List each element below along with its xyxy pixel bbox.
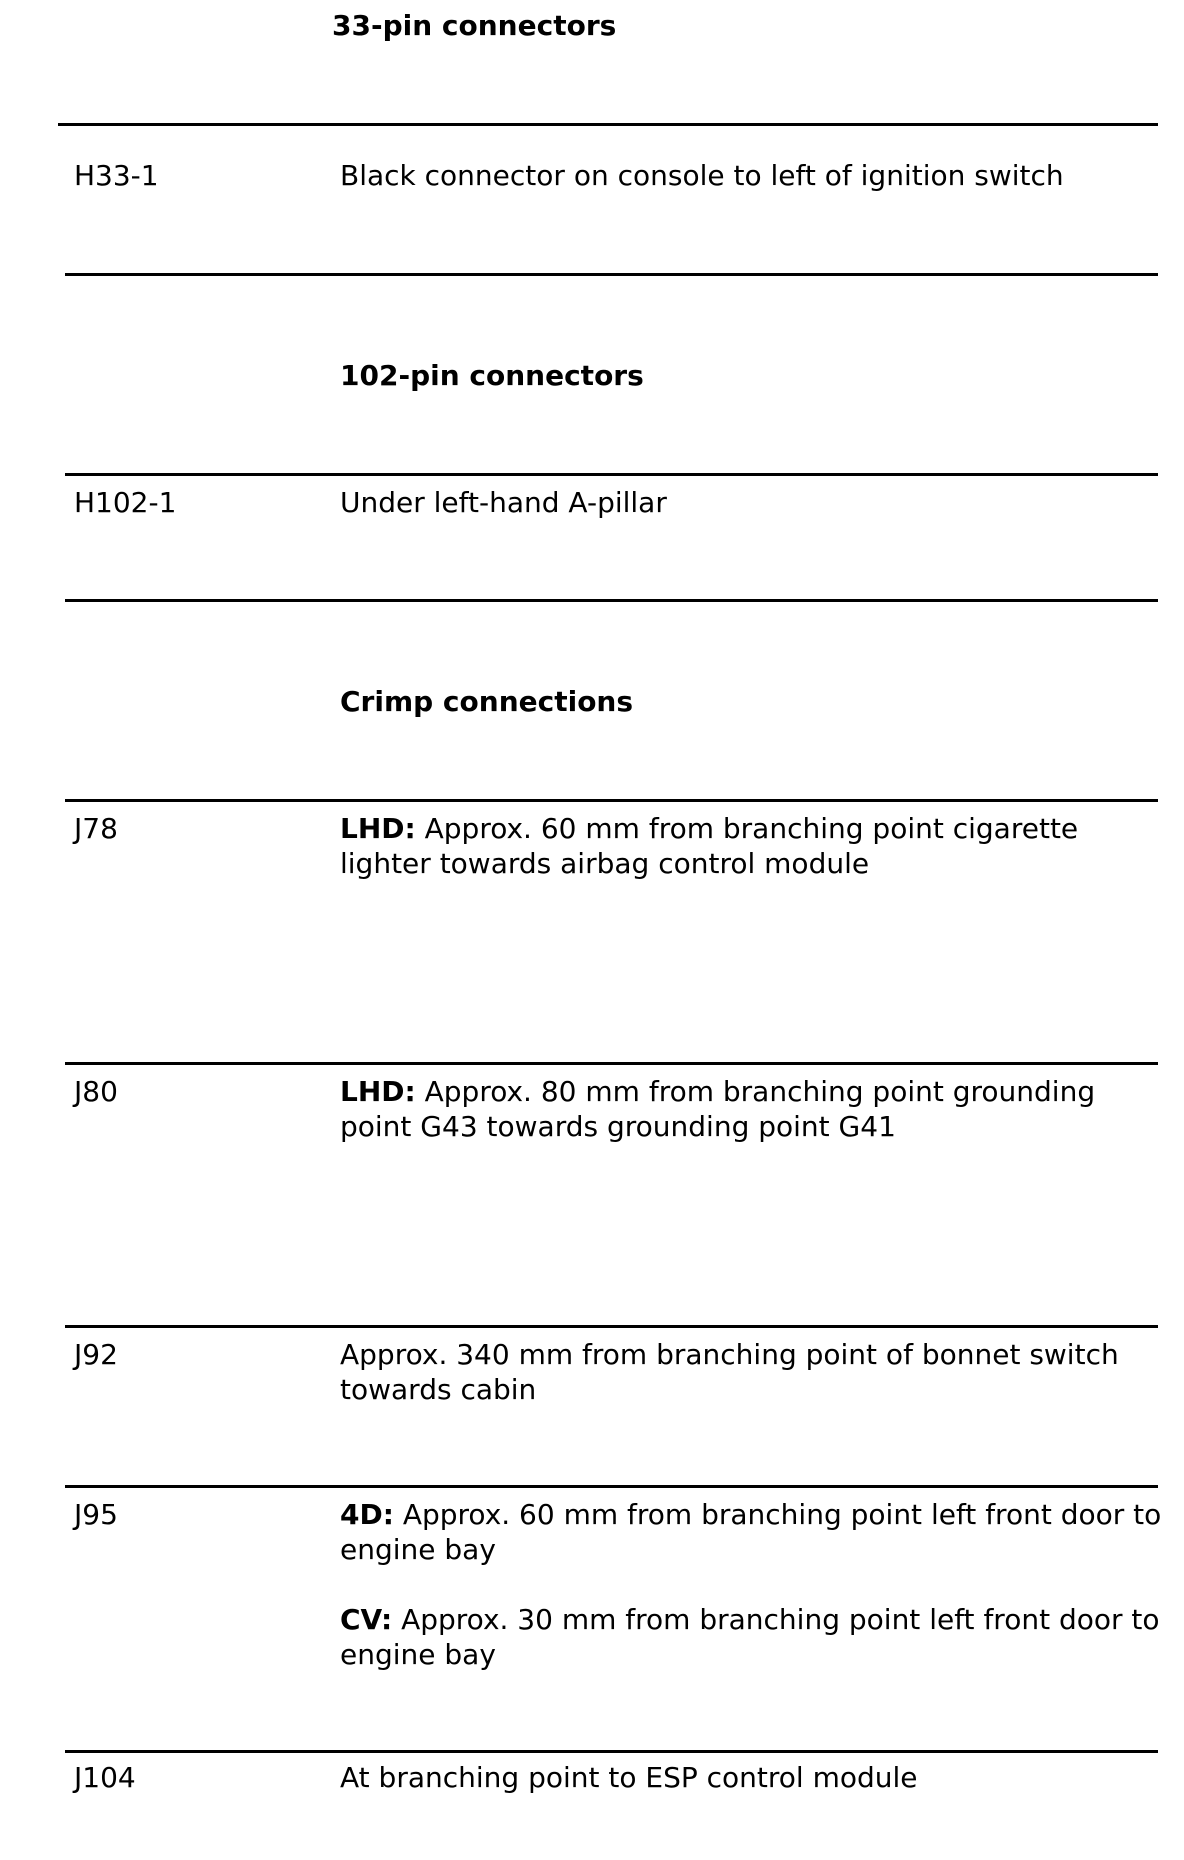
entry-text: Approx. 30 mm from branching point left front door to engine bay bbox=[340, 1603, 1160, 1671]
row-code: J104 bbox=[74, 1761, 136, 1794]
entry-label: LHD: bbox=[340, 1075, 416, 1108]
row-code: J92 bbox=[74, 1338, 118, 1371]
entry-label: 4D: bbox=[340, 1498, 394, 1531]
description-entry bbox=[340, 1760, 1170, 1795]
row-code: J95 bbox=[74, 1498, 118, 1531]
description-entry bbox=[340, 158, 1170, 193]
divider bbox=[65, 473, 1158, 476]
row-description bbox=[340, 1074, 1170, 1144]
row-description bbox=[340, 1760, 1170, 1795]
section-title-crimp: Crimp connections bbox=[340, 685, 634, 718]
row-code: J78 bbox=[74, 812, 118, 845]
row-description bbox=[340, 1337, 1170, 1407]
section-title-33-pin: 33-pin connectors bbox=[332, 9, 617, 42]
divider bbox=[65, 1750, 1158, 1753]
entry-text: Approx. 340 mm from branching point of bonnet switch towards cabin bbox=[340, 1338, 1119, 1406]
row-description bbox=[340, 811, 1170, 881]
row-code: H102-1 bbox=[74, 486, 177, 519]
description-entry bbox=[340, 1337, 1170, 1407]
entry-text: Black connector on console to left of ignition switch bbox=[340, 159, 1064, 192]
divider bbox=[58, 123, 1158, 126]
divider bbox=[65, 599, 1158, 602]
entry-text: Under left-hand A-pillar bbox=[340, 486, 667, 519]
row-description bbox=[340, 485, 1170, 520]
entry-label: CV: bbox=[340, 1603, 393, 1636]
divider bbox=[65, 273, 1158, 276]
description-entry bbox=[340, 485, 1170, 520]
description-entry bbox=[340, 1602, 1170, 1672]
entry-text: Approx. 80 mm from branching point grounding point G43 towards grounding point G41 bbox=[340, 1075, 1096, 1143]
divider bbox=[65, 1062, 1158, 1065]
entry-text: At branching point to ESP control module bbox=[340, 1761, 918, 1794]
description-entry bbox=[340, 1074, 1170, 1144]
row-description bbox=[340, 1497, 1170, 1672]
entry-text: Approx. 60 mm from branching point left front door to engine bay bbox=[340, 1498, 1162, 1566]
divider bbox=[65, 1325, 1158, 1328]
entry-label: LHD: bbox=[340, 812, 416, 845]
row-code: H33-1 bbox=[74, 159, 159, 192]
entry-text: Approx. 60 mm from branching point cigarette lighter towards airbag control module bbox=[340, 812, 1079, 880]
row-code: J80 bbox=[74, 1075, 118, 1108]
row-description bbox=[340, 158, 1170, 193]
section-title-102-pin: 102-pin connectors bbox=[340, 359, 644, 392]
divider bbox=[65, 799, 1158, 802]
divider bbox=[65, 1485, 1158, 1488]
description-entry bbox=[340, 811, 1170, 881]
description-entry bbox=[340, 1497, 1170, 1567]
